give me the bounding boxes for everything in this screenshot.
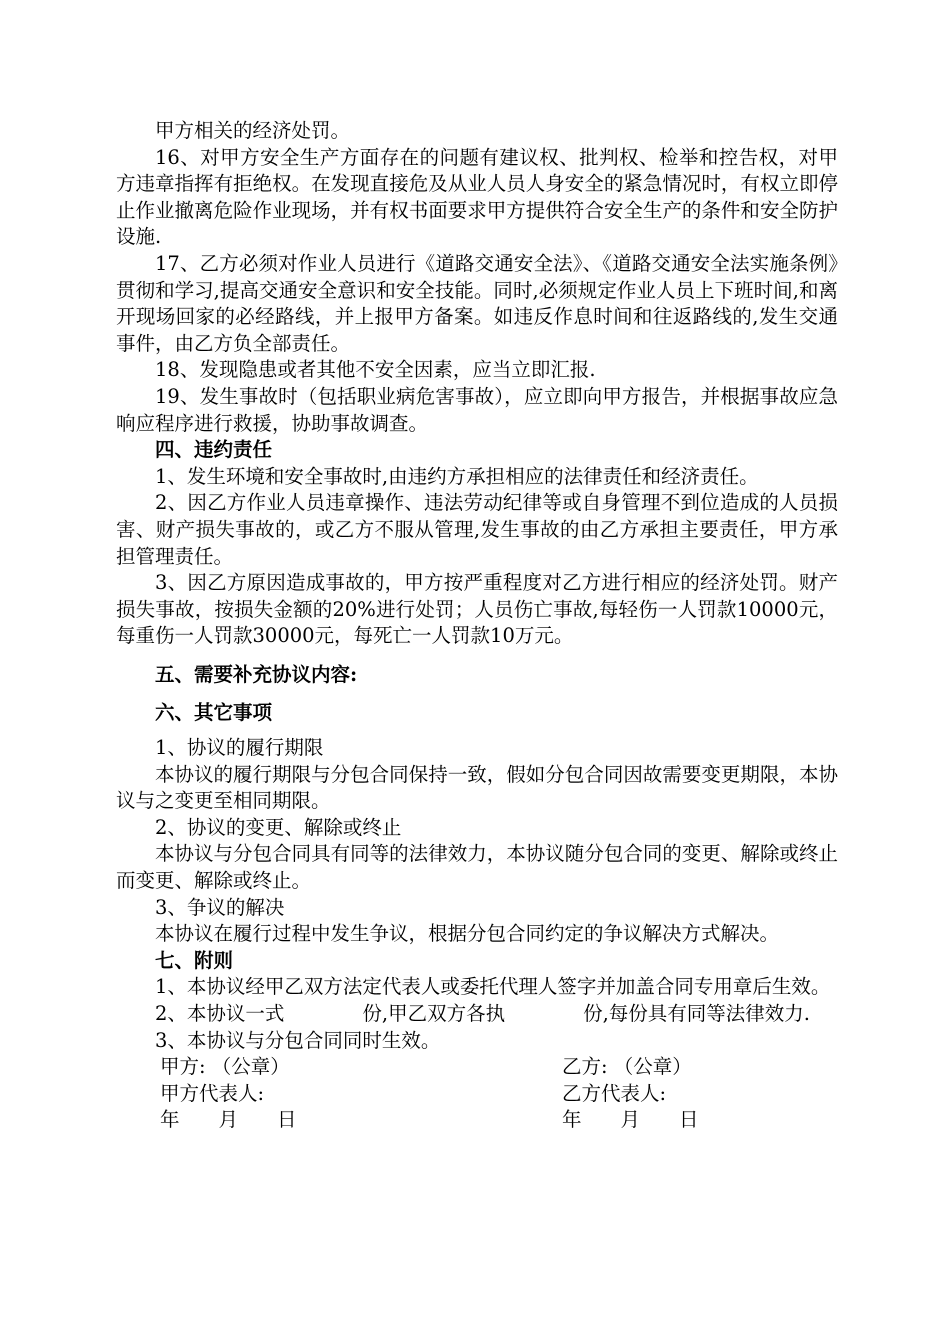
clause-16: 16、对甲方安全生产方面存在的问题有建议权、批判权、检举和控告权，对甲方违章指挥有拒绝权。在发现直接危及从业人员人身安全的紧急情况时，有权立即停止作业撤离危险作业现场，并有权书面要求甲方提供符合安全生产的条件和安全防护设施. [116,145,838,249]
section-6-heading: 六、其它事项 [155,701,273,725]
clause-19: 19、发生事故时（包括职业病危害事故），应立即向甲方报告，并根据事故应急响应程序进行救援，协助事故调查。 [116,384,838,435]
section-6-item-1: 1、协议的履行期限 [155,736,324,760]
section-4-item-3: 3、因乙方原因造成事故的，甲方按严重程度对乙方进行相应的经济处罚。财产损失事故，按损失金额的20%进行处罚；人员伤亡事故,每轻伤一人罚款10000元，每重伤一人罚款30000元，每死亡一人罚款10万元。 [116,571,838,648]
signature-date-row [116,1107,838,1134]
clause-17: 17、乙方必须对作业人员进行《道路交通安全法》、《道路交通安全法实施条例》贯彻和学习,提高交通安全意识和安全技能。同时,必须规定作业人员上下班时间,和离开现场回家的必经路线，并上报甲方备案。如违反作息时间和往返路线的,发生交通事件，由乙方负全部责任。 [116,251,838,355]
party-b-date: 年 月 日 [562,1108,699,1132]
paragraph-continuation: 甲方相关的经济处罚。 [155,119,351,142]
signature-representative-row [116,1081,838,1108]
signature-seal-row [116,1054,838,1081]
clause-18: 18、发现隐患或者其他不安全因素，应当立即汇报. [155,358,596,382]
section-7-item-3: 3、本协议与分包合同同时生效。 [155,1028,441,1052]
section-4-heading: 四、违约责任 [155,438,273,462]
section-4-item-2: 2、因乙方作业人员违章操作、违法劳动纪律等或自身管理不到位造成的人员损害、财产损失事故的，或乙方不服从管理,发生事故的由乙方承担主要责任，甲方承担管理责任。 [116,491,838,568]
section-7-item-2: 2、本协议一式 份,甲乙双方各执 份,每份具有同等法律效力. [155,1002,811,1025]
party-a-representative: 甲方代表人: [160,1081,265,1105]
section-7-item-1: 1、本协议经甲乙双方法定代表人或委托代理人签字并加盖合同专用章后生效。 [155,975,831,999]
section-5-heading: 五、需要补充协议内容: [155,662,358,686]
section-6-item-4: 本协议与分包合同具有同等的法律效力，本协议随分包合同的变更、解除或终止而变更、解除或终止。 [116,842,838,893]
party-a-seal: 甲方: （公章） [160,1055,290,1079]
document-page [116,118,838,1134]
section-7-heading: 七、附则 [155,948,234,972]
section-6-item-5: 3、争议的解决 [155,895,285,919]
section-6-item-2: 本协议的履行期限与分包合同保持一致，假如分包合同因故需要变更期限，本协议与之变更至相同期限。 [116,762,838,813]
party-a-date: 年 月 日 [160,1108,297,1132]
party-b-representative: 乙方代表人: [562,1081,667,1105]
section-4-item-1: 1、发生环境和安全事故时,由违约方承担相应的法律责任和经济责任。 [155,464,759,488]
section-6-item-6: 本协议在履行过程中发生争议，根据分包合同约定的争议解决方式解决。 [155,922,780,946]
party-b-seal: 乙方: （公章） [562,1055,692,1079]
section-6-item-3: 2、协议的变更、解除或终止 [155,815,402,839]
